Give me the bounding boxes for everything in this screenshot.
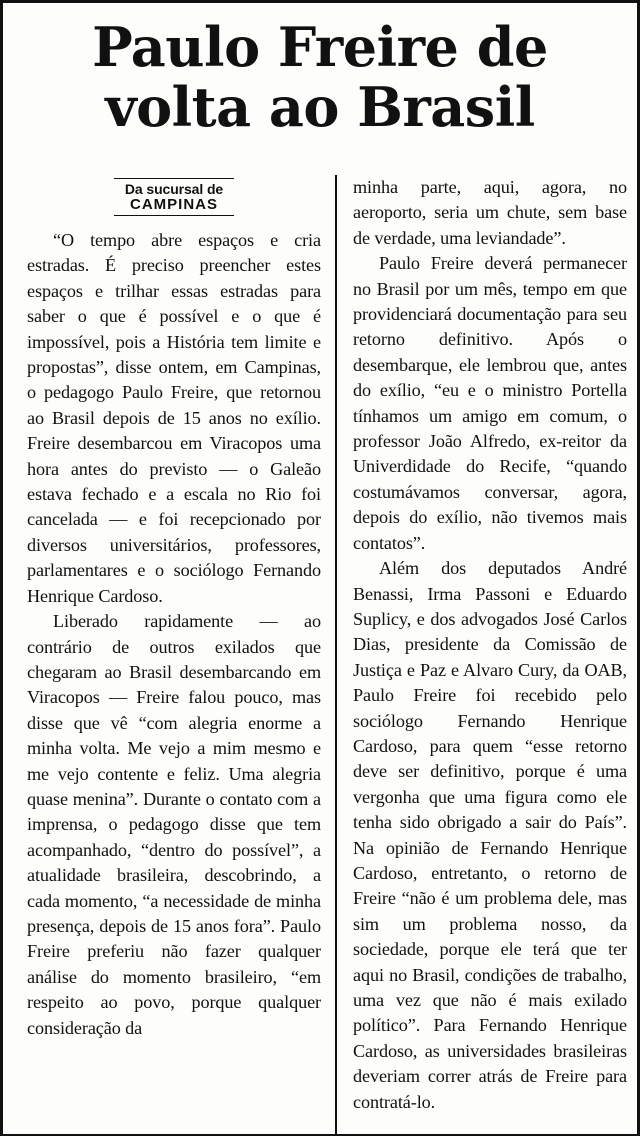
paragraph: Liberado rapidamente — ao contrário de outros exilados que chegaram ao Brasil desembarcando em Viracopos — Freire falou pouco, mas disse que vê “com alegria enorme a minha volta. Me vejo a mim mesmo e me vejo contente e feliz. Uma alegria quase menina”. Durante o contato com a imprensa, o pedagogo disse que tem acompanhado, “dentro do possível”, a atualidade brasileira, descobrindo, a cada momento, “a necessidade de minha presença, depois de 15 anos fora”. Paulo Freire preferiu não fazer qualquer análise do momento brasileiro, “em respeito ao povo, porque qualquer consideração da: [27, 611, 321, 1038]
paragraph: Além dos deputados André Benassi, Irma Passoni e Eduardo Suplicy, e dos advogados José Carlos Dias, presidente da Comissão de Justiça e Paz e Alvaro Cury, da OAB, Paulo Freire foi recebido pelo sociólogo Fernando Henrique Cardoso, para quem “esse retorno deve ser definitivo, porque é uma vergonha que uma figura como ele tenha sido obrigado a sair do País”. Na opinião de Fernando Henrique Cardoso, entretanto, o retorno de Freire “não é um problema dele, mas sim um problema nosso, da sociedade, porque ele terá que ter aqui no Brasil, condições de trabalho, uma vez que não é mais exilado político”. Para Fernando Henrique Cardoso, as universidades brasileiras deveriam correr atrás de Freire para contratá-lo.: [353, 558, 627, 1112]
right-column: [335, 175, 637, 1134]
paragraph: “O tempo abre espaços e cria estradas. É preciso preencher estes espaços e trilhar essas estradas para saber o que é possível e o que é impossível, pois a História tem limite e propostas”, disse ontem, em Campinas, o pedagogo Paulo Freire, que retornou ao Brasil depois de 15 anos no exílio. Freire desembarcou em Viracopos uma hora antes do previsto — o Galeão estava fechado e a escala no Rio foi cancelada — e foi recepcionado por diversos universitários, professores, parlamentares e o sociólogo Fernando Henrique Cardoso.: [27, 230, 321, 606]
article-columns: [3, 175, 637, 1134]
byline-rule-bottom: [114, 215, 234, 216]
byline: [114, 178, 234, 216]
headline-line-2: volta ao Brasil: [105, 75, 535, 139]
paragraph-continuation: minha parte, aqui, agora, no aeroporto, seria um chute, sem base de verdade, uma leviandade”.: [353, 177, 627, 248]
headline: [3, 3, 637, 137]
byline-from: Da sucursal de: [124, 181, 224, 197]
headline-line-1: Paulo Freire de: [92, 15, 548, 79]
byline-rule-top: [114, 178, 234, 179]
left-column: [3, 175, 335, 1134]
paragraph: Paulo Freire deverá permanecer no Brasil por um mês, tempo em que providenciará documentação para seu retorno definitivo. Após o desembarque, ele lembrou que, antes do exílio, “eu e o ministro Portella tínhamos um amigo em comum, o professor João Alfredo, ex-reitor da Univerdidade do Recife, “quando costumávamos conversar, agora, depois do exílio, não tivemos mais contatos”.: [353, 253, 627, 553]
byline-city: CAMPINAS: [129, 196, 218, 213]
